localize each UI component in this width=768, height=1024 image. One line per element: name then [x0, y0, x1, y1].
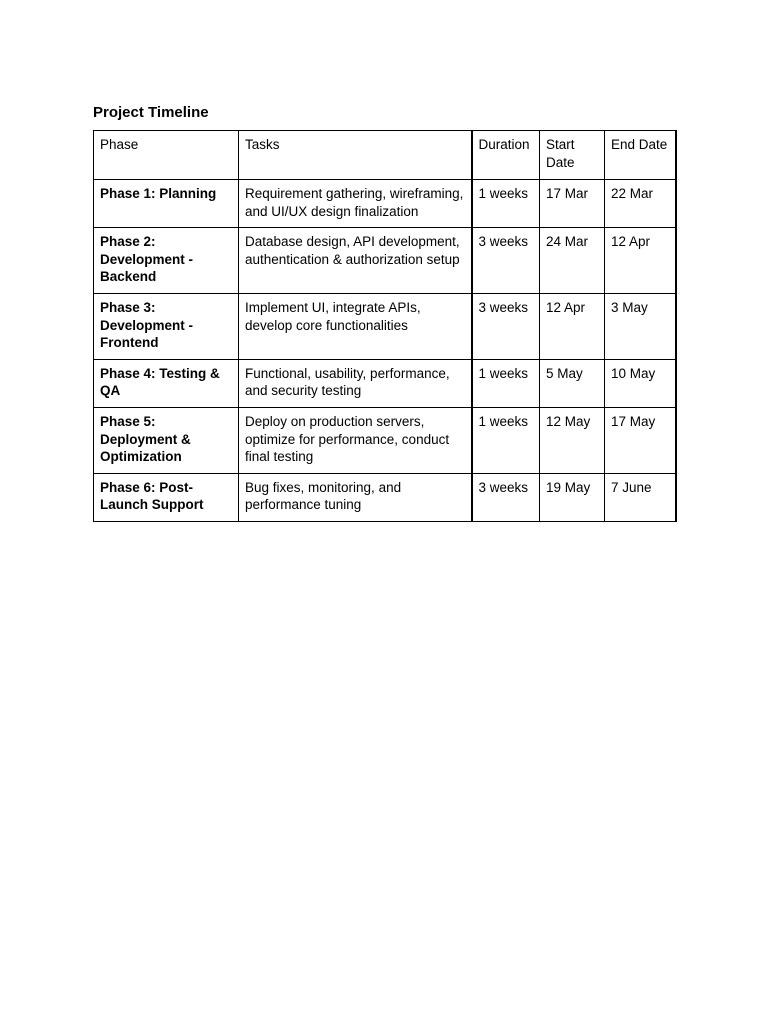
- start-date-cell: 17 Mar: [540, 180, 605, 228]
- page-title: Project Timeline: [93, 104, 209, 121]
- end-date-cell: 17 May: [605, 407, 676, 473]
- phase-cell: Phase 1: Planning: [94, 180, 239, 228]
- phase-cell: Phase 3: Development - Frontend: [94, 293, 239, 359]
- end-date-cell: 10 May: [605, 359, 676, 407]
- tasks-cell: Deploy on production servers, optimize for performance, conduct final testing: [239, 407, 472, 473]
- duration-cell: 1 weeks: [472, 359, 540, 407]
- table-row: [94, 293, 676, 359]
- end-date-cell: 3 May: [605, 293, 676, 359]
- duration-cell: 1 weeks: [472, 180, 540, 228]
- header-start-date: Start Date: [540, 131, 605, 180]
- tasks-cell: Bug fixes, monitoring, and performance tuning: [239, 473, 472, 521]
- phase-cell: Phase 4: Testing & QA: [94, 359, 239, 407]
- phase-cell: Phase 2: Development - Backend: [94, 228, 239, 294]
- table-row: [94, 473, 676, 521]
- end-date-cell: 22 Mar: [605, 180, 676, 228]
- table-row: [94, 228, 676, 294]
- phase-cell: Phase 6: Post-Launch Support: [94, 473, 239, 521]
- tasks-cell: Database design, API development, authentication & authorization setup: [239, 228, 472, 294]
- phase-cell: Phase 5: Deployment & Optimization: [94, 407, 239, 473]
- duration-cell: 3 weeks: [472, 473, 540, 521]
- duration-cell: 3 weeks: [472, 228, 540, 294]
- table-row: [94, 180, 676, 228]
- end-date-cell: 7 June: [605, 473, 676, 521]
- tasks-cell: Functional, usability, performance, and security testing: [239, 359, 472, 407]
- start-date-cell: 19 May: [540, 473, 605, 521]
- project-timeline-table: [93, 130, 677, 522]
- duration-cell: 1 weeks: [472, 407, 540, 473]
- header-phase: Phase: [94, 131, 239, 180]
- header-tasks: Tasks: [239, 131, 472, 180]
- tasks-cell: Implement UI, integrate APIs, develop core functionalities: [239, 293, 472, 359]
- start-date-cell: 24 Mar: [540, 228, 605, 294]
- header-duration: Duration: [472, 131, 540, 180]
- table-header-row: [94, 131, 676, 180]
- tasks-cell: Requirement gathering, wireframing, and UI/UX design finalization: [239, 180, 472, 228]
- table-row: [94, 359, 676, 407]
- table-row: [94, 407, 676, 473]
- duration-cell: 3 weeks: [472, 293, 540, 359]
- header-end-date: End Date: [605, 131, 676, 180]
- start-date-cell: 12 Apr: [540, 293, 605, 359]
- end-date-cell: 12 Apr: [605, 228, 676, 294]
- start-date-cell: 5 May: [540, 359, 605, 407]
- start-date-cell: 12 May: [540, 407, 605, 473]
